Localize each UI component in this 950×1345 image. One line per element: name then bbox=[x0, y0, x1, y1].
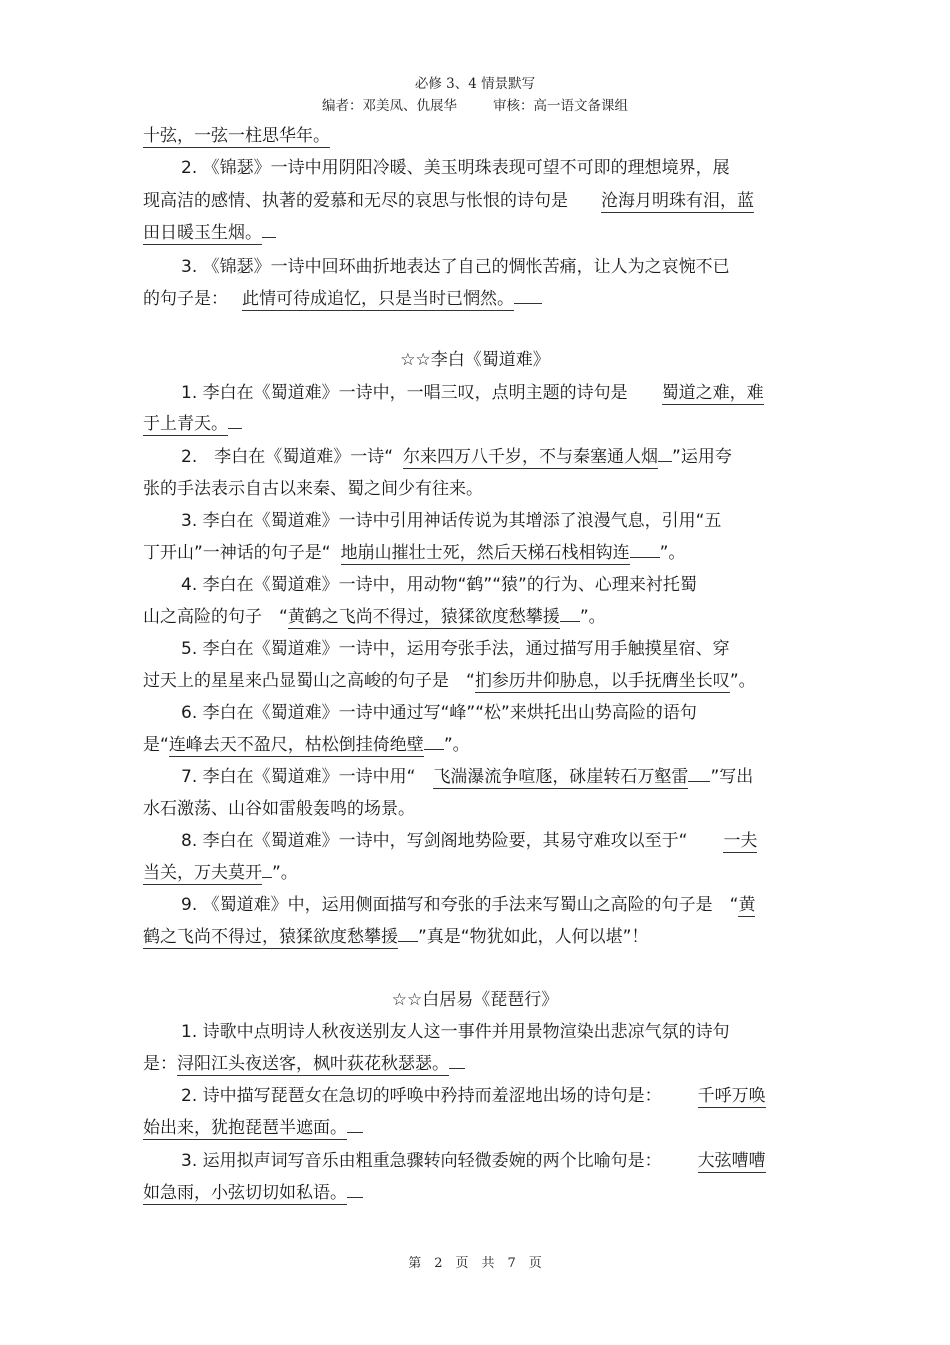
answer: 田日暖玉生烟。 bbox=[143, 223, 262, 243]
answer: 尔来四万八千岁，不与秦塞通人烟 bbox=[403, 447, 659, 467]
question-text: ”。 bbox=[579, 607, 606, 627]
answer: 沧海月明珠有泪，蓝 bbox=[601, 191, 754, 211]
answer: 大弦嘈嘈 bbox=[697, 1151, 766, 1171]
line bbox=[143, 1182, 363, 1204]
document-title: 必修 3、4 情景默写 bbox=[414, 76, 536, 92]
question-text: ”。 bbox=[272, 863, 298, 883]
line bbox=[143, 862, 298, 884]
question-4: 4. 李白在《蜀道难》一诗中，用动物“鹤”“猿”的行为、心理来衬托蜀 bbox=[181, 575, 697, 595]
line bbox=[143, 734, 470, 756]
page-number: 第 2 页 共 7 页 bbox=[408, 1256, 542, 1271]
question-2 bbox=[181, 1085, 766, 1107]
question-1 bbox=[181, 382, 764, 404]
question-3 bbox=[181, 1150, 766, 1172]
document-credits bbox=[0, 94, 950, 114]
question-text: 3. 运用拟声词写音乐由粗重急骤转向轻微委婉的两个比喻句是： bbox=[181, 1151, 662, 1171]
answer: 如急雨，小弦切切如私语。 bbox=[143, 1183, 347, 1203]
question-5: 5. 李白在《蜀道难》一诗中，运用夸张手法，通过描写用手触摸星宿、穿 bbox=[181, 639, 730, 659]
answer: 飞湍瀑流争喧豗，砯崖转石万壑雷 bbox=[433, 767, 689, 787]
question-text: ”。 bbox=[729, 671, 756, 691]
answer: 十弦，一弦一柱思华年。 bbox=[143, 126, 330, 146]
question-2: 2. 《锦瑟》一诗中用阴阳冷暖、美玉明珠表现可望不可即的理想境界，展 bbox=[181, 158, 730, 178]
line: 张的手法表示自古以来秦、蜀之间少有往来。 bbox=[143, 479, 483, 499]
question-text: 2. 诗中描写琵琶女在急切的呼唤中矜持而羞涩地出场的诗句是： bbox=[181, 1086, 662, 1106]
question-text: ”。 bbox=[659, 543, 686, 563]
question-text: ”运用夸 bbox=[672, 447, 732, 467]
line bbox=[143, 190, 754, 212]
answer: 此情可待成追忆，只是当时已惘然。 bbox=[242, 289, 514, 309]
section-title-pipaxing: ☆☆白居易《琵琶行》 bbox=[391, 990, 559, 1010]
question-3: 3. 《锦瑟》一诗中回环曲折地表达了自己的惆怅苦痛，让人为之哀惋不已 bbox=[181, 257, 730, 277]
line: 水石激荡、山谷如雷般轰鸣的场景。 bbox=[143, 799, 415, 819]
line bbox=[143, 125, 330, 147]
line bbox=[143, 606, 606, 628]
line bbox=[143, 542, 685, 564]
line bbox=[143, 288, 542, 310]
editors: 编者：邓美凤、仇展华 bbox=[322, 98, 457, 114]
section-title-shudaonan: ☆☆李白《蜀道难》 bbox=[400, 350, 550, 370]
answer: 鹤之飞尚不得过，猿猱欲度愁攀援 bbox=[143, 927, 398, 947]
reviewer: 审核：高一语文备课组 bbox=[493, 98, 628, 114]
answer: 千呼万唤 bbox=[697, 1086, 766, 1106]
question-text: ”写出 bbox=[710, 767, 754, 787]
answer: 蜀道之难，难 bbox=[661, 383, 764, 403]
question-text: 过天上的星星来凸显蜀山之高峻的句子是 “ bbox=[143, 671, 475, 691]
line bbox=[143, 1053, 465, 1075]
question-text: 是： bbox=[143, 1054, 177, 1074]
question-6: 6. 李白在《蜀道难》一诗中通过写“峰”“松”来烘托出山势高险的语句 bbox=[181, 703, 697, 723]
answer: 连峰去天不盈尺，枯松倒挂倚绝壁 bbox=[168, 735, 424, 755]
question-text: ”。 bbox=[443, 735, 470, 755]
question-text: 2. 李白在《蜀道难》一诗“ bbox=[181, 447, 394, 467]
question-text: 丁开山”一神话的句子是“ bbox=[143, 543, 331, 563]
question-text: 7. 李白在《蜀道难》一诗中用“ bbox=[181, 767, 416, 787]
line bbox=[143, 222, 276, 244]
line bbox=[143, 1117, 363, 1139]
question-text: 现高洁的感情、执著的爱慕和无尽的哀思与怅恨的诗句是 bbox=[143, 191, 568, 211]
question-1: 1. 诗歌中点明诗人秋夜送别友人这一事件并用景物渲染出悲凉气氛的诗句 bbox=[181, 1022, 730, 1042]
answer: 地崩山摧壮士死，然后天梯石栈相钩连 bbox=[340, 543, 630, 563]
answer: 一夫 bbox=[723, 831, 758, 851]
line bbox=[143, 413, 242, 435]
answer: 于上青天。 bbox=[143, 414, 228, 434]
answer: 黄 bbox=[738, 895, 756, 915]
answer: 始出来，犹抱琵琶半遮面。 bbox=[143, 1118, 347, 1138]
question-text: 1. 李白在《蜀道难》一诗中，一唱三叹，点明主题的诗句是 bbox=[181, 383, 628, 403]
question-text: 山之高险的句子 “ bbox=[143, 607, 288, 627]
question-text: ”真是“物犹如此，人何以堪”！ bbox=[418, 927, 649, 947]
question-7 bbox=[181, 766, 753, 788]
question-2 bbox=[181, 446, 732, 468]
question-text: 的句子是： bbox=[143, 289, 228, 309]
answer: 黄鹤之飞尚不得过，猿猱欲度愁攀援 bbox=[287, 607, 560, 627]
question-text: 8. 李白在《蜀道难》一诗中，写剑阁地势险要，其易守难攻以至于“ bbox=[181, 831, 688, 851]
answer: 当关，万夫莫开 bbox=[143, 863, 262, 883]
line bbox=[143, 670, 756, 692]
line bbox=[143, 926, 648, 948]
answer: 扪参历井仰胁息，以手抚膺坐长叹 bbox=[474, 671, 730, 691]
question-text: 9. 《蜀道难》中，运用侧面描写和夸张的手法来写蜀山之高险的句子是 “ bbox=[181, 895, 739, 915]
question-9 bbox=[181, 894, 755, 916]
question-text: 是“ bbox=[143, 735, 169, 755]
question-8 bbox=[181, 830, 757, 852]
question-3: 3. 李白在《蜀道难》一诗中引用神话传说为其增添了浪漫气息，引用“五 bbox=[181, 511, 722, 531]
answer: 浔阳江头夜送客，枫叶荻花秋瑟瑟。 bbox=[177, 1054, 449, 1074]
